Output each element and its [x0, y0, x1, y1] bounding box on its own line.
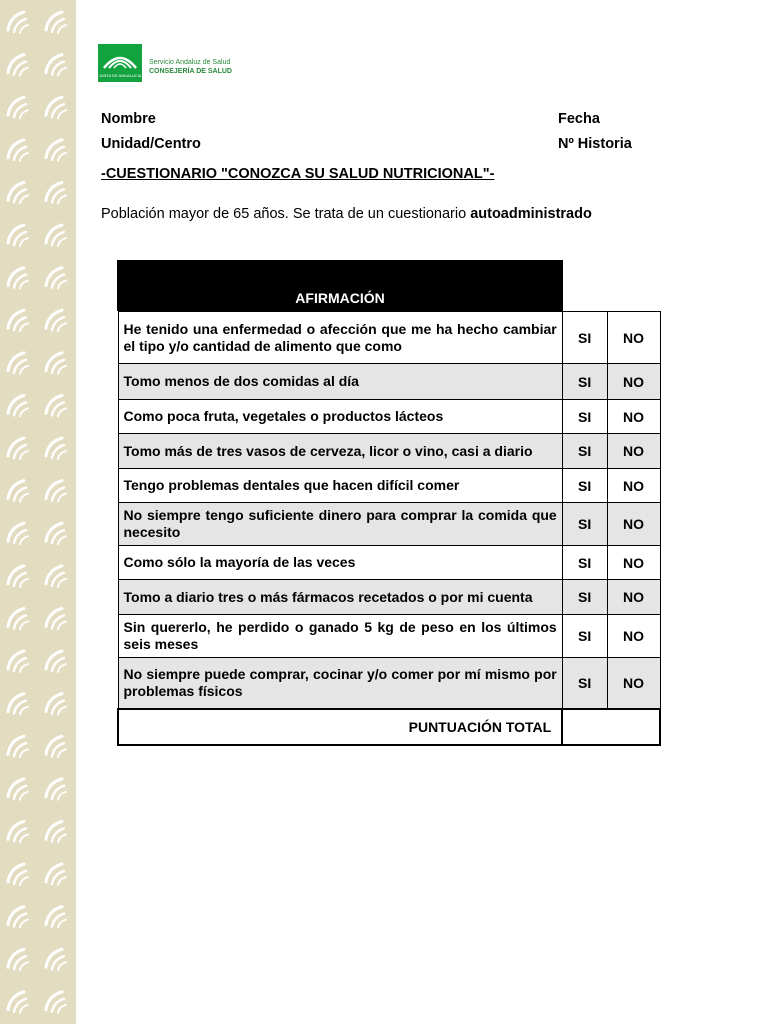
answer-si[interactable]: SI — [562, 580, 607, 615]
table-row — [118, 400, 660, 434]
questions-table — [117, 311, 661, 746]
logo-line-2: CONSEJERÍA DE SALUD — [149, 68, 232, 75]
question-text: He tenido una enfermedad o afección que me ha hecho cambiar el tipo y/o cantidad de alimento que como — [118, 312, 562, 364]
question-text: Tomo menos de dos comidas al día — [118, 364, 562, 400]
table-row — [118, 658, 660, 709]
questionnaire-title: -CUESTIONARIO "CONOZCA SU SALUD NUTRICIONAL"- — [101, 166, 495, 182]
nombre-label: Nombre — [101, 111, 156, 127]
answer-si[interactable]: SI — [562, 312, 607, 364]
answer-no[interactable]: NO — [607, 434, 660, 469]
question-text: No siempre puede comprar, cocinar y/o comer por mí mismo por problemas físicos — [118, 658, 562, 709]
question-text: Tomo más de tres vasos de cerveza, licor o vino, casi a diario — [118, 434, 562, 469]
logo-text — [149, 58, 232, 76]
table-row — [118, 503, 660, 546]
answer-si[interactable]: SI — [562, 503, 607, 546]
answer-no[interactable]: NO — [607, 503, 660, 546]
answer-no[interactable]: NO — [607, 546, 660, 580]
answer-no[interactable]: NO — [607, 580, 660, 615]
answer-si[interactable]: SI — [562, 400, 607, 434]
unidad-label: Unidad/Centro — [101, 136, 201, 152]
answer-no[interactable]: NO — [607, 312, 660, 364]
table-row — [118, 469, 660, 503]
afirmacion-header — [117, 260, 563, 311]
leaf-pattern-icon — [0, 0, 76, 1024]
question-text: No siempre tengo suficiente dinero para comprar la comida que necesito — [118, 503, 562, 546]
table-row — [118, 434, 660, 469]
afirmacion-header-label: AFIRMACIÓN — [295, 290, 385, 306]
table-row — [118, 364, 660, 400]
answer-si[interactable]: SI — [562, 615, 607, 658]
answer-no[interactable]: NO — [607, 658, 660, 709]
logo-line-1: Servicio Andaluz de Salud — [149, 59, 231, 66]
question-text: Tengo problemas dentales que hacen difícil comer — [118, 469, 562, 503]
decorative-side-strip — [0, 0, 76, 1024]
logo-mark-text: JUNTA DE ANDALUCIA — [98, 73, 142, 78]
question-text: Sin quererlo, he perdido o ganado 5 kg de peso en los últimos seis meses — [118, 615, 562, 658]
answer-si[interactable]: SI — [562, 469, 607, 503]
answer-si[interactable]: SI — [562, 658, 607, 709]
answer-no[interactable]: NO — [607, 469, 660, 503]
total-label: PUNTUACIÓN TOTAL — [118, 709, 562, 745]
intro-bold: autoadministrado — [470, 206, 592, 222]
total-row — [118, 709, 660, 745]
total-value[interactable] — [562, 709, 660, 745]
table-row — [118, 580, 660, 615]
answer-no[interactable]: NO — [607, 615, 660, 658]
table-row — [118, 615, 660, 658]
table-row — [118, 546, 660, 580]
intro-paragraph — [101, 206, 592, 222]
junta-emblem-icon — [98, 44, 142, 82]
answer-si[interactable]: SI — [562, 546, 607, 580]
answer-no[interactable]: NO — [607, 364, 660, 400]
question-text: Como sólo la mayoría de las veces — [118, 546, 562, 580]
question-text: Tomo a diario tres o más fármacos recetados o por mi cuenta — [118, 580, 562, 615]
table-row — [118, 312, 660, 364]
answer-no[interactable]: NO — [607, 400, 660, 434]
historia-label: Nº Historia — [558, 136, 632, 152]
intro-text: Población mayor de 65 años. Se trata de un cuestionario — [101, 206, 471, 222]
answer-si[interactable]: SI — [562, 364, 607, 400]
fecha-label: Fecha — [558, 111, 600, 127]
question-text: Como poca fruta, vegetales o productos lácteos — [118, 400, 562, 434]
junta-logo — [98, 44, 238, 84]
answer-si[interactable]: SI — [562, 434, 607, 469]
